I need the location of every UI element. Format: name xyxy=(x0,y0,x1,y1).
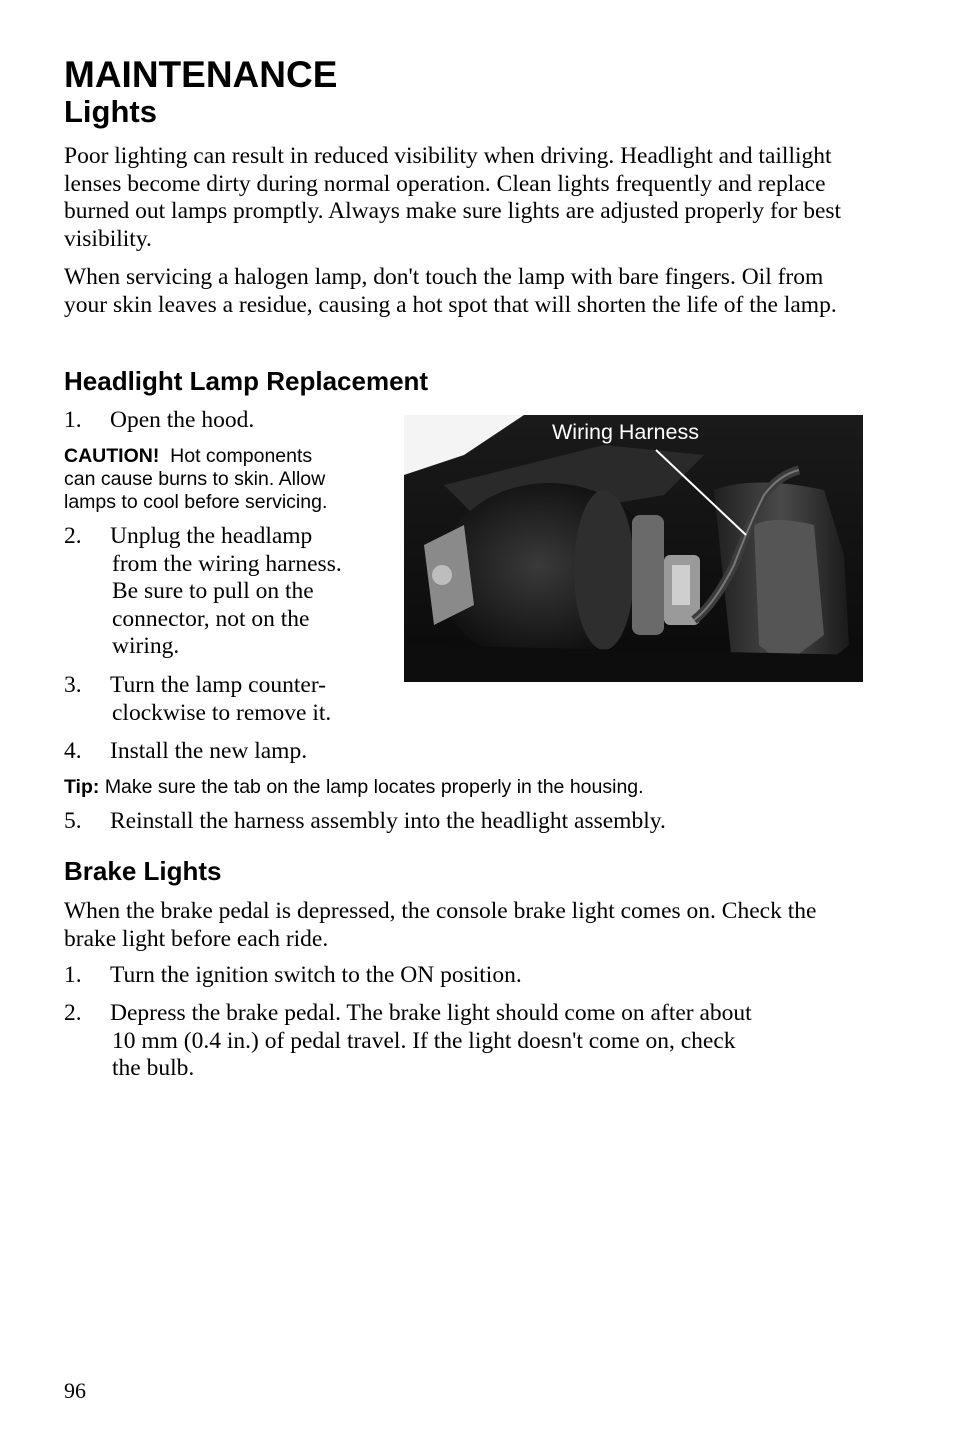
caution-line-3: lamps to cool before servicing. xyxy=(64,491,328,513)
subsection-title: Lights xyxy=(64,94,157,129)
step-line: 10 mm (0.4 in.) of pedal travel. If the light doesn't come on, check xyxy=(112,1027,736,1054)
step-line: connector, not on the xyxy=(112,605,310,632)
caution-label: CAUTION! xyxy=(64,445,160,467)
headlight-step-3 xyxy=(64,672,394,728)
caution-note xyxy=(64,445,394,514)
step-number: 2. xyxy=(64,523,82,549)
step-number: 2. xyxy=(64,1000,82,1026)
section-title: MAINTENANCE xyxy=(64,54,338,95)
headlight-step-2 xyxy=(64,523,394,663)
step-number: 1. xyxy=(64,962,82,988)
caution-line-1: Hot components xyxy=(170,445,313,467)
step-text: Turn the ignition switch to the ON position. xyxy=(110,962,522,988)
step-number: 1. xyxy=(64,407,82,433)
step-line: Be sure to pull on the xyxy=(112,578,314,604)
headlight-step-5 xyxy=(64,808,864,836)
page-number: 96 xyxy=(64,1378,86,1403)
step-text: Reinstall the harness assembly into the headlight assembly. xyxy=(110,808,666,834)
step-line: Unplug the headlamp xyxy=(110,523,313,549)
step-text: Open the hood. xyxy=(110,407,255,433)
step-number: 3. xyxy=(64,672,82,698)
intro-paragraph-1: Poor lighting can result in reduced visibility when driving. Headlight and taillight lenses become dirty during normal operation. Clean lights frequently and replace burned out lamps promptly. Always make sure lights are adjusted properly for best visibility. xyxy=(64,143,842,252)
tip-label: Tip: xyxy=(64,776,100,798)
brake-intro: When the brake pedal is depressed, the console brake light comes on. Check the brake light before each ride. xyxy=(64,898,817,952)
tip-text: Make sure the tab on the lamp locates properly in the housing. xyxy=(104,776,644,798)
step-text xyxy=(110,1000,752,1083)
step-line: Turn the lamp counter- xyxy=(110,672,326,698)
step-text xyxy=(110,523,342,661)
intro-paragraph-2: When servicing a halogen lamp, don't touch the lamp with bare fingers. Oil from your skin leaves a residue, causing a hot spot that will shorten the life of the lamp. xyxy=(64,264,837,318)
headlight-photo xyxy=(404,415,863,682)
brake-heading: Brake Lights xyxy=(64,856,222,886)
brake-step-1 xyxy=(64,962,864,990)
step-line: from the wiring harness. xyxy=(112,550,342,577)
caution-line-2: can cause burns to skin. Allow xyxy=(64,468,326,490)
headlight-heading: Headlight Lamp Replacement xyxy=(64,366,429,396)
step-text xyxy=(110,672,331,727)
step-line: wiring. xyxy=(112,633,180,659)
step-line: clockwise to remove it. xyxy=(112,699,332,726)
photo-callout-label: Wiring Harness xyxy=(552,420,699,444)
headlight-step-4 xyxy=(64,738,394,766)
step-number: 4. xyxy=(64,738,82,764)
tip-note xyxy=(64,776,864,799)
step-text: Install the new lamp. xyxy=(110,738,308,764)
headlight-step-1 xyxy=(64,407,384,435)
step-line: the bulb. xyxy=(112,1055,195,1081)
brake-step-2 xyxy=(64,1000,884,1084)
headlight-illustration xyxy=(404,415,863,682)
step-line: Depress the brake pedal. The brake light should come on after about xyxy=(110,1000,752,1026)
step-number: 5. xyxy=(64,808,82,834)
